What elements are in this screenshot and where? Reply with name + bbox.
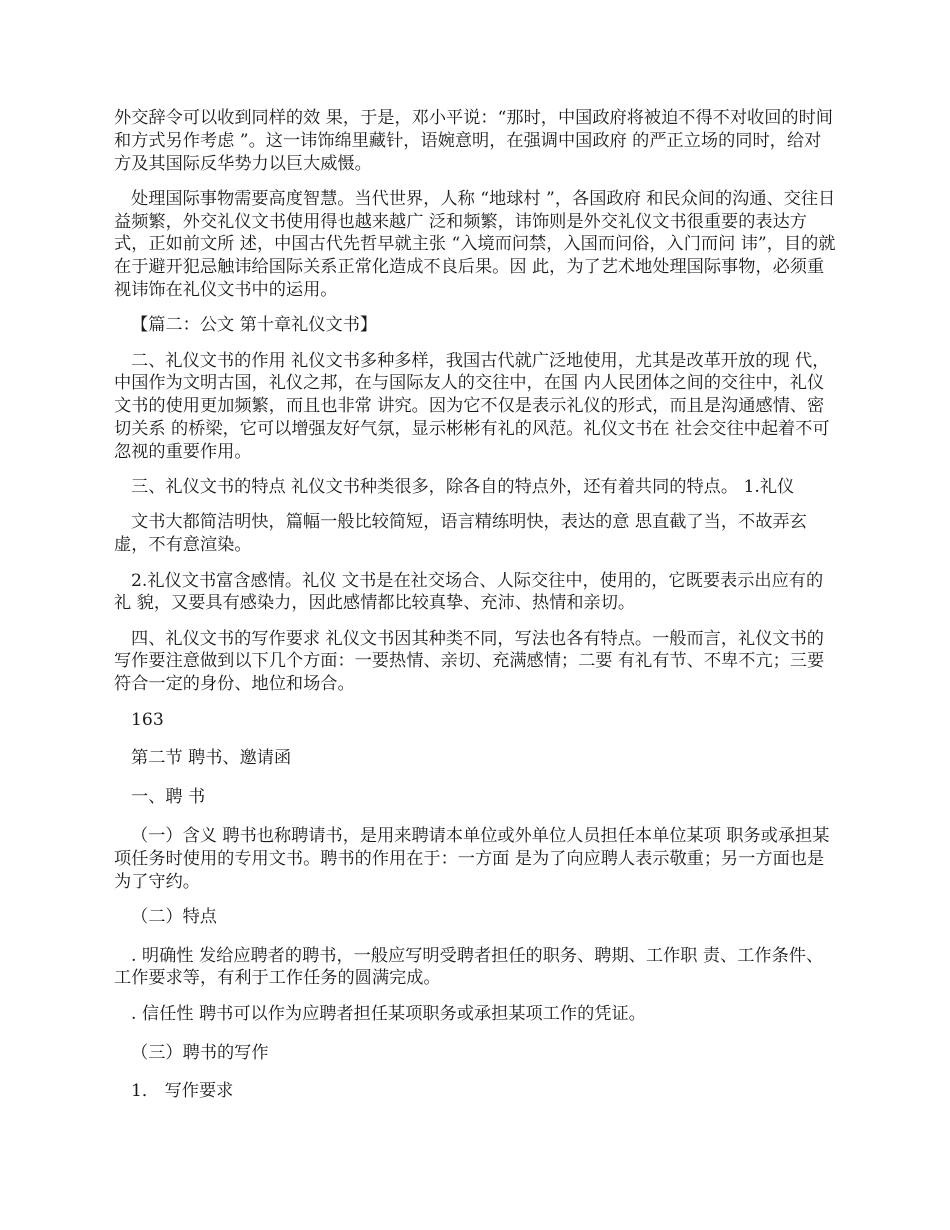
paragraph-rich-in-emotion: 2.礼仪文书富含感情。礼仪 文书是在社交场合、人际交往中，使用的，它既要表示出应有的礼 貌，又要具有感染力，因此感情都比较真挚、充沛、热情和亲切。 [114,570,824,614]
paragraph-international-affairs: 处理国际事物需要高度智慧。当代世界，人称 “地球村 ”，各国政府 和民众间的沟通、交往日益频繁，外交礼仪文书使用得也越来越广 泛和频繁，讳饰则是外交礼仪文书很重要的表达方式，正如前文所 述，中国古代先哲早就主张 “入境而问禁，入国而问俗，入门而问 讳”，目的就在于避开犯忌触讳给国际关系正常化造成不良后果。因 此，为了艺术地处理国际事物，必须重视讳饰在礼仪文书中的运用。 [114,188,836,301]
paragraph-concise-and-clear: 文书大都简洁明快，篇幅一般比较简短，语言精练明快，表达的意 思直截了当，不故弄玄虚，不有意渲染。 [114,512,807,556]
paragraph-credibility: . 信任性 聘书可以作为应聘者担任某项职务或承担某项工作的凭证。 [131,1003,646,1024]
subheading-writing-of-appointment-letter: （三）聘书的写作 [131,1042,269,1063]
section-title-part-two: 【篇二：公文 第十章礼仪文书】 [131,315,378,336]
subheading-writing-requirements: 1． 写作要求 [131,1081,234,1102]
paragraph-diplomatic-rhetoric: 外交辞令可以收到同样的效 果，于是，邓小平说：“那时，中国政府将被迫不得不对收回的时间 和方式另作考虑 ”。这一讳饰绵里藏针，语婉意明，在强调中国政府 的严正立场的同时，给对方及其国际反华势力以巨大威慑。 [114,108,833,174]
paragraph-writing-requirements: 四、礼仪文书的写作要求 礼仪文书因其种类不同，写法也各有特点。一般而言，礼仪文书的 写作要注意做到以下几个方面：一要热情、亲切、充满感情；二要 有礼有节、不卑不亢；三要符合一定的身份、地位和场合。 [114,628,825,695]
section-heading-section-two: 第二节 聘书、邀请函 [131,748,292,769]
paragraph-role-of-etiquette-documents: 二、礼仪文书的作用 礼仪文书多种多样，我国古代就广泛地使用，尤其是改革开放的现 代，中国作为文明古国，礼仪之邦，在与国际友人的交往中，在国 内人民团体之间的交往中，礼仪文书的使用更加频繁，而且也非常 讲究。因为它不仅是表示礼仪的形式，而且是沟通感情、密切关系 的桥梁，它可以增强友好气氛，显示彬彬有礼的风范。礼仪文书在 社会交往中起着不可忽视的重要作用。 [114,350,830,462]
paragraph-clarity: . 明确性 发给应聘者的聘书，一般应写明受聘者担任的职务、聘期、工作职 责、工作条件、工作要求等，有利于工作任务的圆满完成。 [114,945,824,989]
document-body [114,107,838,1116]
page-number: 163 [131,709,164,730]
subheading-letter-of-appointment: 一、聘 书 [131,787,206,808]
subheading-characteristics: （二）特点 [131,906,217,927]
paragraph-features-of-etiquette-documents: 三、礼仪文书的特点 礼仪文书种类很多，除各自的特点外，还有着共同的特点。 1.礼仪 [131,477,795,498]
paragraph-definition: （一）含义 聘书也称聘请书，是用来聘请本单位或外单位人员担任本单位某项 职务或承担某项任务时使用的专用文书。聘书的作用在于：一方面 是为了向应聘人表示敬重；另一方面也是为了守约。 [114,825,830,892]
